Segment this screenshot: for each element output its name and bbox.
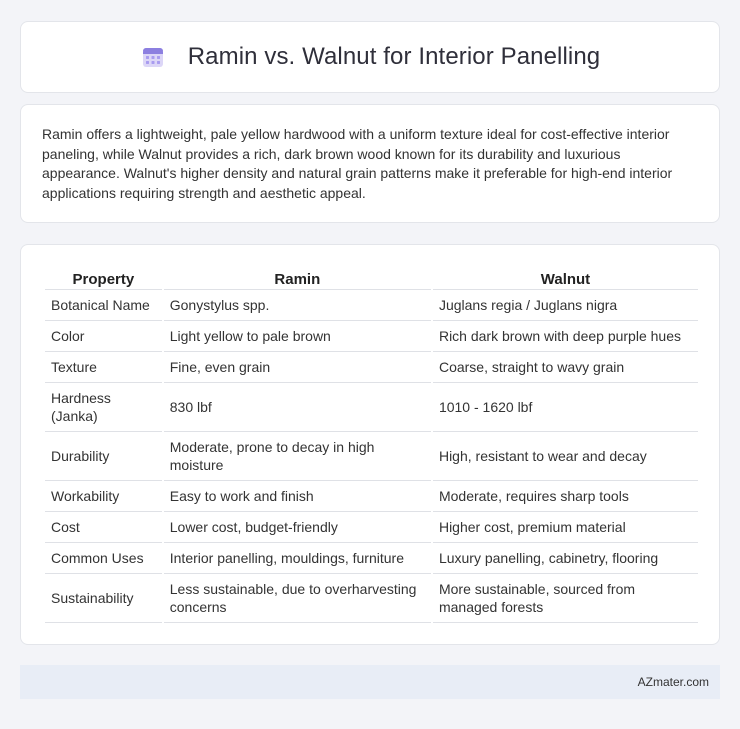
table-cell: Luxury panelling, cabinetry, flooring [433, 543, 698, 574]
table-cell: Cost [45, 512, 162, 543]
table-cell: Texture [45, 352, 162, 383]
table-cell: Fine, even grain [164, 352, 431, 383]
description-text: Ramin offers a lightweight, pale yellow hardwood with a uniform texture ideal for cost-effective interior paneling, while Walnut provides a rich, dark brown wood known for its durability and luxurious appearance. Walnut's higher density and natural grain patterns make it preferable for high-end interior applications requiring strength and aesthetic appeal. [42, 126, 673, 201]
calendar-icon [140, 44, 166, 70]
table-cell: Light yellow to pale brown [164, 321, 431, 352]
table-row [45, 543, 698, 574]
table-cell: 830 lbf [164, 383, 431, 432]
comparison-table-card [20, 244, 720, 645]
table-cell: Gonystylus spp. [164, 290, 431, 321]
table-cell: Botanical Name [45, 290, 162, 321]
table-header-row [45, 265, 698, 290]
table-cell: Less sustainable, due to overharvesting concerns [164, 574, 431, 623]
table-cell: More sustainable, sourced from managed forests [433, 574, 698, 623]
table-cell: Interior panelling, mouldings, furniture [164, 543, 431, 574]
table-cell: Durability [45, 432, 162, 481]
table-cell: Easy to work and finish [164, 481, 431, 512]
description-card [20, 104, 720, 223]
table-row [45, 383, 698, 432]
table-cell: Color [45, 321, 162, 352]
title-card [20, 21, 720, 93]
table-row [45, 512, 698, 543]
page-title: Ramin vs. Walnut for Interior Panelling [187, 43, 601, 70]
column-header: Property [45, 265, 162, 290]
footer-brand-link[interactable]: AZmater.com [637, 675, 709, 689]
table-cell: Common Uses [45, 543, 162, 574]
footer [20, 665, 720, 699]
table-cell: Moderate, requires sharp tools [433, 481, 698, 512]
table-row [45, 432, 698, 481]
table-cell: Workability [45, 481, 162, 512]
table-cell: Coarse, straight to wavy grain [433, 352, 698, 383]
table-cell: Moderate, prone to decay in high moisture [164, 432, 431, 481]
table-cell: 1010 - 1620 lbf [433, 383, 698, 432]
table-cell: Juglans regia / Juglans nigra [433, 290, 698, 321]
table-cell: Sustainability [45, 574, 162, 623]
column-header: Ramin [164, 265, 431, 290]
column-header: Walnut [433, 265, 698, 290]
table-row [45, 321, 698, 352]
table-row [45, 352, 698, 383]
comparison-table [43, 265, 700, 623]
table-cell: High, resistant to wear and decay [433, 432, 698, 481]
table-row [45, 574, 698, 623]
table-cell: Higher cost, premium material [433, 512, 698, 543]
table-row [45, 290, 698, 321]
table-cell: Rich dark brown with deep purple hues [433, 321, 698, 352]
table-cell: Hardness (Janka) [45, 383, 162, 432]
table-cell: Lower cost, budget-friendly [164, 512, 431, 543]
table-row [45, 481, 698, 512]
